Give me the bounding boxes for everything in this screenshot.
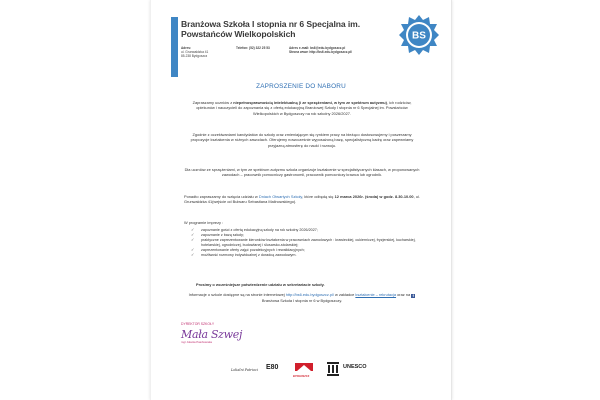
address-label: Adres: (181, 46, 192, 50)
facebook-icon[interactable]: f (412, 293, 414, 298)
sponsor-e80: E80 (266, 364, 279, 371)
program-item-text: zapoznanie gości z ofertą edukacyjną szkoły na rok szkolny 2026/2027; (201, 228, 318, 232)
phone-block (236, 46, 270, 50)
sponsor-bydgoszcz: BYDGOSZCZ (293, 375, 310, 378)
signature-stamp: DYREKTOR SZKOŁY (181, 322, 215, 326)
info-paragraph: Informacje o szkole dostępne są na stronie internetowej http://bs6.edu.bydgoszcz.pl/ w zakładce kształcenie – rekrutacja oraz na f Branżowa Szkoła I stopnia nr 6 w Bydgoszczy. (188, 292, 414, 303)
intro-paragraph: Zapraszamy uczniów z niepełnosprawnością intelektualną (i ze sprzężeniami, w tym ze spektrum autyzmu), ich rodziców, opiekunów i nauczycieli do zapoznania się z ofertą edukacyjną Branżowej Szkoły I stopnia nr 6 Specjalnej im. Powstańców Wielkopolskich w Bydgoszczy na rok szkolny 2026/2027. (192, 100, 412, 116)
closing-note: Prosimy o wcześniejsze potwierdzenie udziału w sekretariacie szkoły. (196, 282, 325, 287)
contact-block (289, 46, 352, 54)
website-link[interactable]: http://bs6.edu.bydgoszcz.pl/ (285, 292, 334, 297)
program-list (191, 228, 419, 259)
event-date: 12 marca 2026r. (środa) w godz. 8.30-10.00 (334, 194, 414, 199)
bydgoszcz-logo-icon (295, 363, 313, 375)
program-item (191, 238, 419, 248)
website: Strona www: http://bs6.edu.bydgoszcz.pl/ (289, 50, 353, 55)
program-item-text: praktyczne zaprezentowanie kierunków kształcenia w pracowniach zawodowych : krawieckiej, cukierniczej, fryzjerskiej, kucharskiej, hotelarskiej, ogrodniczej, budowlanej i ślusarsko-stolarskiej; (201, 238, 416, 248)
special-classes-paragraph: Dla uczniów ze sprzężeniami, w tym ze spektrum autyzmu szkoła organizuje kształcenie w specjalistycznych klasach, w proponowanych zawodach – pracownik pomocniczy gastronomii, pracownik pomocniczy krawca lub ogrodnik. (184, 167, 420, 178)
sponsor-logos (221, 360, 421, 382)
checkmark-icon: ✓ (191, 228, 195, 232)
recruitment-link[interactable]: kształcenie – rekrutacja (355, 292, 397, 297)
program-item (191, 253, 419, 258)
unesco-temple-icon (327, 362, 339, 376)
address-line1: ul. Grunwaldzka 41 (181, 50, 209, 55)
open-days-link[interactable]: Dniach Otwartych Szkoły (258, 194, 303, 199)
checkmark-icon: ✓ (191, 233, 195, 238)
school-logo (397, 13, 441, 57)
offer-paragraph: Zgodnie z oczekiwaniami kandydatów do szkoły oraz zmieniającym się rynkiem pracy na bieżąco dostosowujemy i poszerzamy propozycje kształcenia w różnych zawodach. Oferujemy nowocześnie wyposażoną bazę, specjalistyczną kadrę oraz zapewniamy przyjazną atmosferę do nauki i rozwoju. (190, 132, 414, 148)
document-page (150, 0, 452, 400)
school-name: Branżowa Szkoła I stopnia nr 6 Specjalna im. Powstańców Wielkopolskich (181, 19, 360, 39)
document-title: ZAPROSZENIE DO NABORU (256, 83, 346, 90)
signature-name: mgr Jolanta Paszkowska (181, 340, 212, 344)
address-block (181, 46, 208, 59)
signature: Mała Szwej (181, 328, 243, 341)
checkmark-icon: ✓ (191, 238, 195, 243)
checkmark-icon: ✓ (191, 248, 195, 253)
program-item-text: możliwość rozmowy indywidualnej z doradcą zawodowym. (201, 253, 297, 258)
program-item-text: zaprezentowanie oferty zajęć pozalekcyjnych i rewalidacyjnych; (201, 248, 305, 253)
address-line2: 85-238 Bydgoszcz (181, 54, 208, 59)
phone: Telefon: (52) 322 25 53 (236, 46, 270, 50)
logo-text: BS (412, 30, 426, 42)
email: Adres e-mail: bs6@edu.bydgoszcz.pl (289, 46, 346, 50)
open-days-paragraph: Ponadto zapraszamy do wzięcia udziału w Dniach Otwartych Szkoły, które odbędą się 12 marca 2026r. (środa) w godz. 8.30-10.00, ul. Grunwaldzka 41(wejście od Bulwaru Sebastiana Malinowskiego). (184, 194, 420, 205)
program-header: W programie imprezy : (184, 220, 224, 225)
program-item-text: zapoznanie z bazą szkoły; (201, 233, 245, 238)
sponsor-lokalni-patrioci: Lokalni Patrioci (231, 368, 259, 372)
checkmark-icon: ✓ (191, 253, 195, 258)
sponsor-unesco: UNESCO (343, 364, 367, 370)
header-accent-bar (171, 17, 178, 77)
